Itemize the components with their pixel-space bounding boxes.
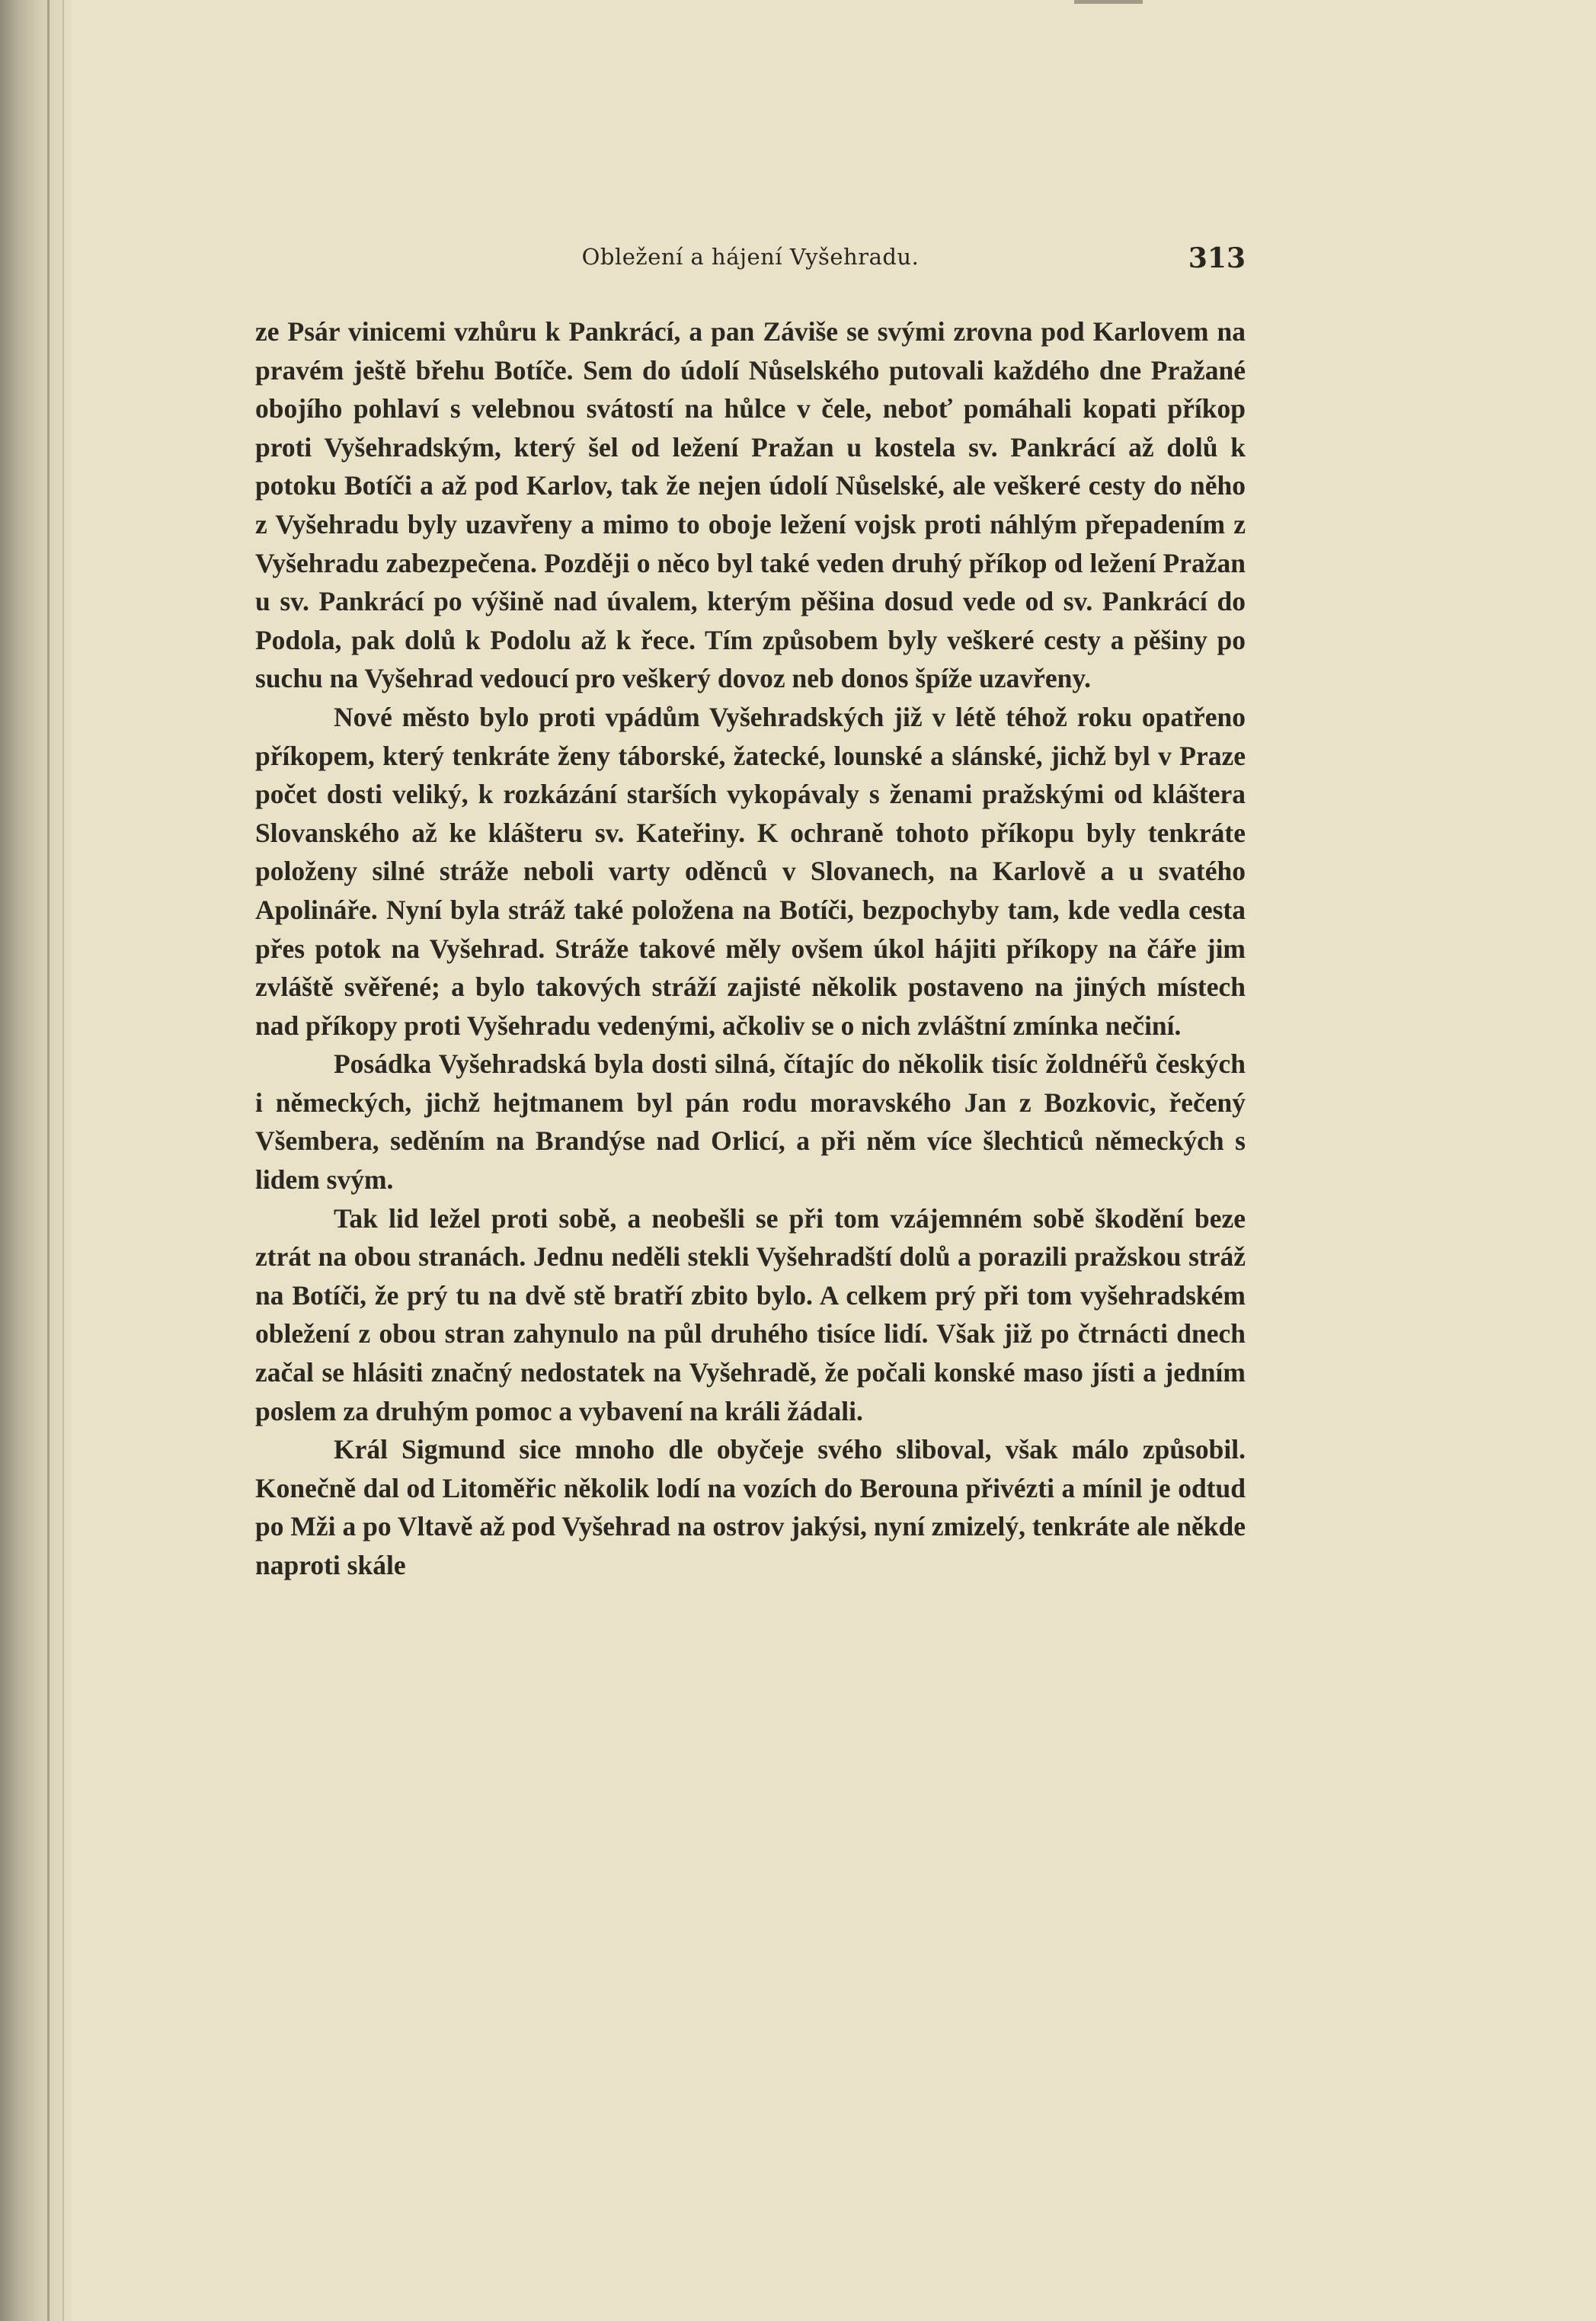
paragraph: ze Psár vinicemi vzhůru k Pankrácí, a pan Záviše se svými zrovna pod Karlovem na pravém ještě břehu Botíče. Sem do údolí Nůselského putovali každého dne Pražané obojího pohlaví s velebnou svátostí na hůlce v čele, neboť pomáhali kopati příkop proti Vyšehradským, který šel od ležení Pražan u kostela sv. Pankrácí až dolů k potoku Botíči a až pod Karlov, tak že nejen údolí Nůselské, ale veškeré cesty do něho z Vyšehradu byly uzavřeny a mimo to oboje ležení vojsk proti náhlým přepadením z Vyšehradu zabezpečena. Později o něco byl také veden druhý příkop od ležení Pražan u sv. Pankrácí po výšině nad úvalem, kterým pěšina dosud vede od sv. Pankrácí do Podola, pak dolů k Podolu až k řece. Tím způsobem byly veškeré cesty a pěšiny po suchu na Vyšehrad vedoucí pro veškerý dovoz neb donos špíže uzavřeny. [255,316,1246,694]
paragraph: Posádka Vyšehradská byla dosti silná, čítajíc do několik tisíc žoldnéřů českých i německých, jichž hejtmanem byl pán rodu moravského Jan z Bozkovic, řečený Všembera, seděním na Brandýse nad Orlicí, a při něm více šlechticů německých s lidem svým. [255,1048,1246,1196]
top-edge-mark [1074,0,1143,4]
running-head [255,236,1246,282]
body-text [255,312,1246,1585]
running-head-title: Obležení a hájení Vyšehradu. [581,244,920,270]
book-gutter [0,0,72,2321]
paragraph: Tak lid ležel proti sobě, a neobešli se při tom vzájemném sobě škodění beze ztrát na obou stranách. Jednu neděli stekli Vyšehradští dolů a porazili pražskou stráž na Botíči, že prý tu na dvě stě bratří zbito bylo. A celkem prý při tom vyšehradském obležení z obou stran zahynulo na půl druhého tisíce lidí. Však již po čtrnácti dnech začal se hlásiti značný nedostatek na Vyšehradě, že počali konské maso jísti a jedním poslem za druhým pomoc a vybavení na králi žádali. [255,1202,1246,1426]
page-number: 313 [1188,242,1246,274]
book-page [255,236,1246,1585]
spine-line [47,0,50,2321]
paragraph: Král Sigmund sice mnoho dle obyčeje svého sliboval, však málo způsobil. Konečně dal od Litoměřic několik lodí na vozích do Berouna přivézti a mínil je odtud po Mži a po Vltavě až pod Vyšehrad na ostrov jakýsi, nyní zmizelý, tenkráte ale někde naproti skále [255,1434,1246,1580]
spine-line-inner [62,0,64,2321]
paragraph: Nové město bylo proti vpádům Vyšehradských již v létě téhož roku opatřeno příkopem, který tenkráte ženy táborské, žatecké, lounské a slánské, jichž byl v Praze počet dosti veliký, k rozkázání starších vykopávaly s ženami pražskými od kláštera Slovanského až ke klášteru sv. Kateřiny. K ochraně tohoto příkopu byly tenkráte položeny silné stráže neboli varty oděnců v Slovanech, na Karlově a u svatého Apolináře. Nyní byla stráž také položena na Botíči, bezpochyby tam, kde vedla cesta přes potok na Vyšehrad. Stráže takové měly ovšem úkol hájiti příkopy na čáře jim zvláště svěřené; a bylo takových stráží zajisté několik postaveno na jiných místech nad příkopy proti Vyšehradu vedenými, ačkoliv se o nich zvláštní zmínka nečiní. [255,701,1246,1041]
